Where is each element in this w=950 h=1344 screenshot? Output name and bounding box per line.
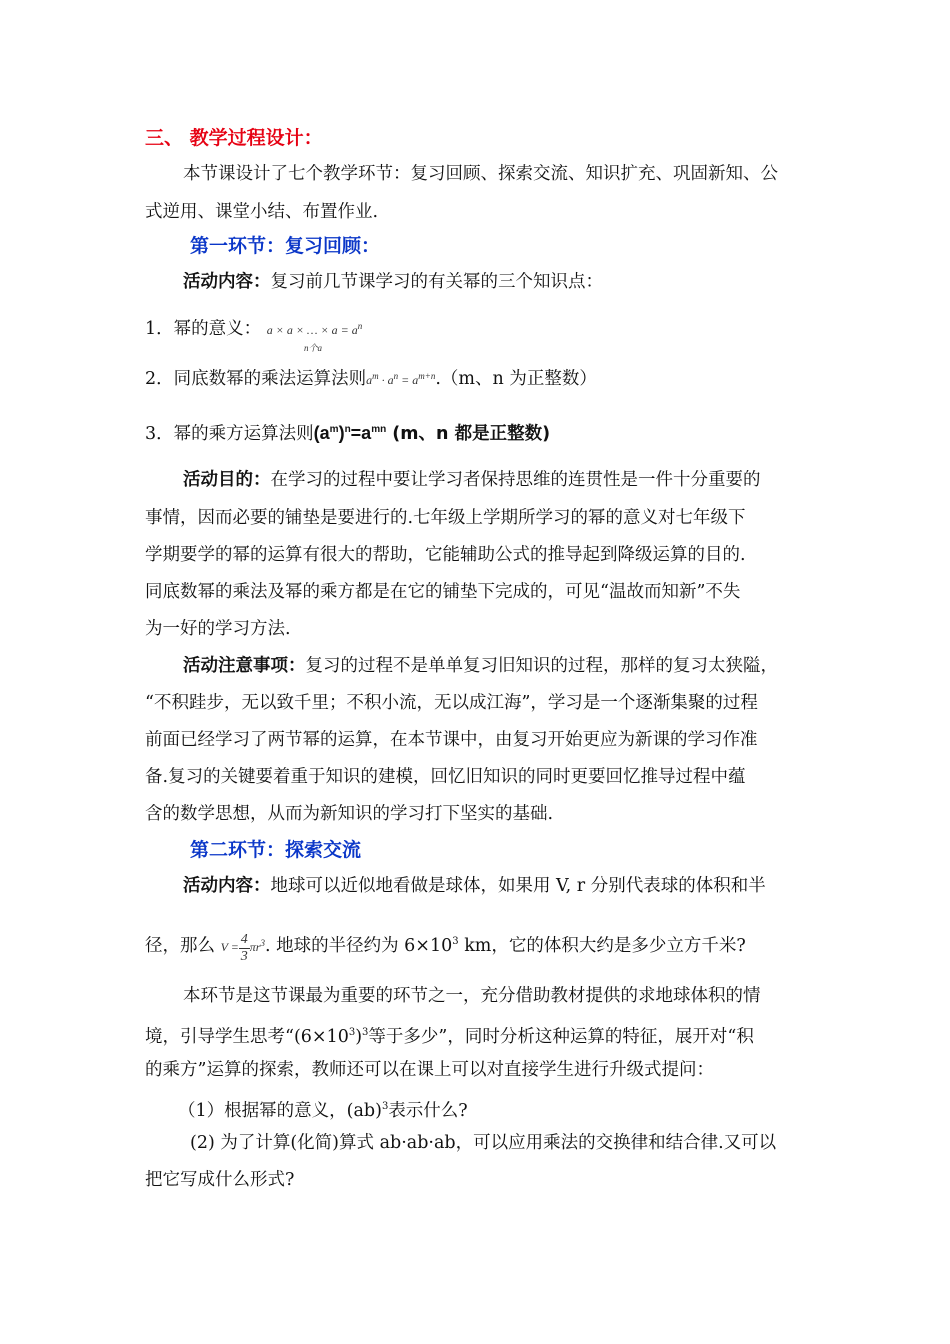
item2-label: 2．同底数幂的乘法运算法则	[145, 369, 367, 389]
activity-label-2: 活动内容：	[183, 876, 271, 896]
item-1	[145, 314, 362, 342]
power-meaning-formula: a × a × … × $a = a^n$	[266, 321, 363, 337]
item-3	[145, 418, 550, 446]
part2-para-line-1: 本环节是这节课最为重要的环节之一，充分借助教材提供的求地球体积的情	[183, 986, 761, 1006]
section-title: 三、 教学过程设计：	[145, 127, 323, 149]
question-2-line-2: 把它写成什么形式?	[145, 1170, 295, 1190]
note-label: 活动注意事项：	[183, 656, 306, 676]
question-1: （1）根据幂的意义，(ab)$^3$表示什么?	[178, 1100, 468, 1121]
goal-line-4: 同底数幂的乘法及幂的乘方都是在它的铺垫下完成的，可见“温故而知新”不失	[145, 582, 741, 602]
activity-label: 活动内容：	[183, 272, 271, 292]
note-line-4: 备.复习的关键要着重于知识的建模，回忆旧知识的同时更要回忆推导过程中蕴	[145, 767, 746, 787]
intro-line-2: 式逆用、课堂小结、布置作业.	[145, 202, 379, 222]
item1-label: 1．幂的意义：	[145, 319, 262, 339]
formula-underbrace-label: n个a	[304, 343, 323, 353]
note-line-3: 前面已经学习了两节幂的运算，在本节课中，由复习开始更应为新课的学习作准	[145, 730, 758, 750]
item3-label: 3．幂的乘方运算法则	[145, 424, 314, 444]
part2-activity-line-2: 径，那么 V = $\frac{4}{3}$ $\pi r^3$. 地球的半径约为 $6\times 10^3$ km，它的体积大约是多少立方千米?	[145, 931, 746, 964]
part2-para-line-2: 境，引导学生思考“$(6\times 10^3)^3$等于多少”，同时分析这种运算的特征，展开对“积	[145, 1026, 754, 1047]
activity-text: 复习前几节课学习的有关幂的三个知识点：	[270, 272, 603, 292]
goal-line-1: 活动目的：在学习的过程中要让学习者保持思维的连贯性是一件十分重要的	[183, 470, 761, 490]
item2-suffix: .（m、n 为正整数）	[435, 369, 597, 389]
goal-line-2: 事情，因而必要的铺垫是要进行的.七年级上学期所学习的幂的意义对七年级下	[145, 508, 746, 528]
part2-para-line-3: 的乘方”运算的探索，教师还可以在课上可以对直接学生进行升级式提问：	[145, 1060, 714, 1080]
part2-activity-line-1: 活动内容：地球可以近似地看做是球体，如果用 V, r 分别代表球的体积和半	[183, 876, 766, 896]
fraction-four-thirds: $\frac{4}{3}$	[240, 931, 248, 964]
goal-line-3: 学期要学的幂的运算有很大的帮助，它能辅助公式的推导起到降级运算的目的.	[145, 545, 746, 565]
multiplication-rule-formula: $a^m \cdot a^n = a^{m+n}$	[366, 371, 436, 387]
question-2-line-1: (2) 为了计算(化简)算式 ab·ab·ab，可以应用乘法的交换律和结合律.又可以	[190, 1133, 777, 1153]
intro-line-1: 本节课设计了七个教学环节：复习回顾、探索交流、知识扩充、巩固新知、公	[183, 164, 778, 184]
power-rule-formula: $(a^m)^n=a^{mn}$	[313, 423, 387, 443]
goal-label: 活动目的：	[183, 470, 271, 490]
goal-line-5: 为一好的学习方法.	[145, 619, 291, 639]
part1-heading: 第一环节：复习回顾：	[190, 235, 381, 257]
item-2	[145, 364, 597, 392]
item3-suffix: (m、n 都是正整数)	[386, 424, 551, 444]
note-line-2: “不积跬步，无以致千里；不积小流，无以成江海”，学习是一个逐渐集聚的过程	[145, 693, 758, 713]
part1-activity	[183, 270, 603, 294]
part2-heading: 第二环节：探索交流	[190, 839, 362, 861]
note-line-5: 含的数学思想，从而为新知识的学习打下坚实的基础.	[145, 804, 554, 824]
note-line-1: 活动注意事项：复习的过程不是单单复习旧知识的过程，那样的复习太狭隘，	[183, 656, 778, 676]
sphere-volume-formula: V = $\frac{4}{3}$ $\pi r^3$	[220, 931, 265, 964]
